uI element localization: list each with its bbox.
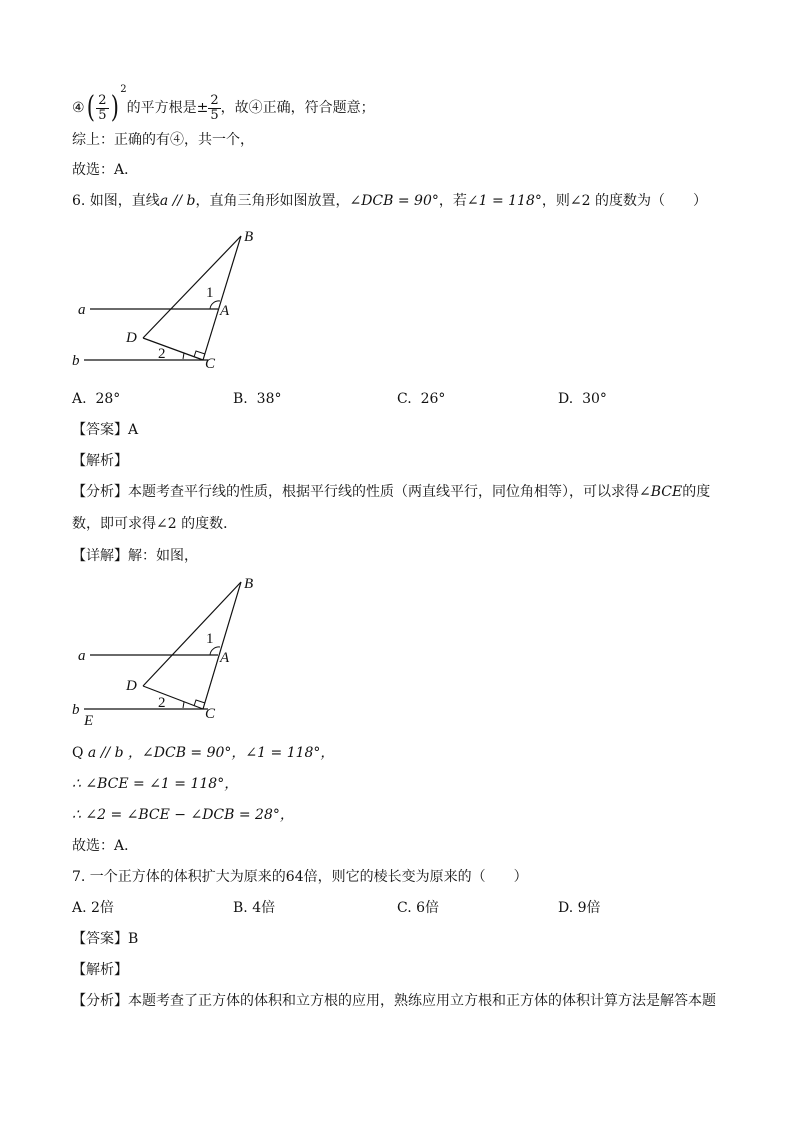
item4-line: ④( $\frac{2}{5}$ )$^2$的平方根是± $\frac{2}{5}$ ，故④正确，符合题意； — [72, 84, 375, 125]
label-1: 1 — [206, 285, 214, 301]
q6-step3: ∴ ∠2 = ∠BCE − ∠DCB = 28°， — [72, 807, 294, 823]
angle-2-mark-2 — [183, 702, 184, 708]
q7-option-b: B. 4倍 — [233, 900, 276, 916]
label-2-2: 2 — [158, 695, 166, 711]
right-angle-mark-2 — [194, 700, 205, 706]
q7-option-a: A. 2倍 — [72, 900, 114, 916]
fraction-pm-2-5: $\frac{2}{5}$ — [210, 92, 219, 123]
label-D-2: D — [126, 678, 137, 694]
q7-option-d: D. 9倍 — [558, 900, 601, 916]
angle-2-mark — [183, 353, 184, 359]
q6-analysis-tag: 【解析】 — [72, 453, 128, 469]
circled-four: ④ — [72, 100, 85, 116]
q6-choose: 故选：A． — [72, 838, 139, 854]
q6-figure — [60, 222, 280, 377]
label-B: B — [244, 229, 254, 245]
label-1-2: 1 — [206, 631, 214, 647]
label-2: 2 — [158, 346, 166, 362]
label-b-2: b — [72, 702, 80, 718]
q6-option-b: B. 38° — [233, 391, 282, 407]
q6-detail: 【详解】解：如图， — [72, 548, 198, 564]
q6-fenxi-line1: 【分析】本题考查平行线的性质，根据平行线的性质（两直线平行，同位角相等），可以求得∠BCE的度 — [72, 484, 711, 500]
label-E: E — [84, 713, 94, 729]
fraction-2-5: $\frac{2}{5}$ — [98, 92, 107, 123]
label-b: b — [72, 353, 80, 369]
right-angle-mark — [194, 351, 205, 357]
q6-fenxi-line2: 数，即可求得∠2 的度数． — [72, 516, 238, 532]
q6-option-a: A. 28° — [72, 391, 121, 407]
segment-DB — [143, 236, 241, 338]
q6-stem: 6. 如图，直线a // b，直角三角形如图放置，∠DCB = 90°，若∠1 = 118°，则∠2 的度数为（ ） — [72, 193, 707, 209]
label-a: a — [78, 302, 86, 318]
label-A: A — [220, 303, 230, 319]
label-a-2: a — [78, 648, 86, 664]
q6-option-d: D. 30° — [558, 391, 607, 407]
choose-line-1: 故选：A． — [72, 162, 139, 178]
q6-step1: Q a // b ，∠DCB = 90°，∠1 = 118°， — [72, 745, 335, 761]
label-A-2: A — [220, 650, 230, 666]
q7-analysis-tag: 【解析】 — [72, 962, 128, 978]
q7-answer: 【答案】B — [72, 931, 139, 947]
q6-figure-detail — [60, 570, 280, 730]
label-C-2: C — [205, 706, 216, 722]
summary-line: 综上：正确的有④，共一个， — [72, 132, 254, 148]
q7-fenxi: 【分析】本题考查了正方体的体积和立方根的应用，熟练应用立方根和正方体的体积计算方法是解答本题 — [72, 993, 716, 1009]
label-C: C — [205, 356, 216, 372]
segment-DB-2 — [143, 582, 241, 686]
q6-step2: ∴ ∠BCE = ∠1 = 118°， — [72, 776, 239, 792]
q6-option-c: C. 26° — [397, 391, 446, 407]
angle-1-arc-2 — [210, 647, 220, 655]
exponent: 2 — [120, 84, 127, 95]
q7-stem: 7. 一个正方体的体积扩大为原来的64倍，则它的棱长变为原来的（ ） — [72, 869, 528, 885]
label-D: D — [126, 330, 137, 346]
q7-option-c: C. 6倍 — [397, 900, 440, 916]
q6-answer: 【答案】A — [72, 422, 139, 438]
label-B-2: B — [244, 576, 254, 592]
